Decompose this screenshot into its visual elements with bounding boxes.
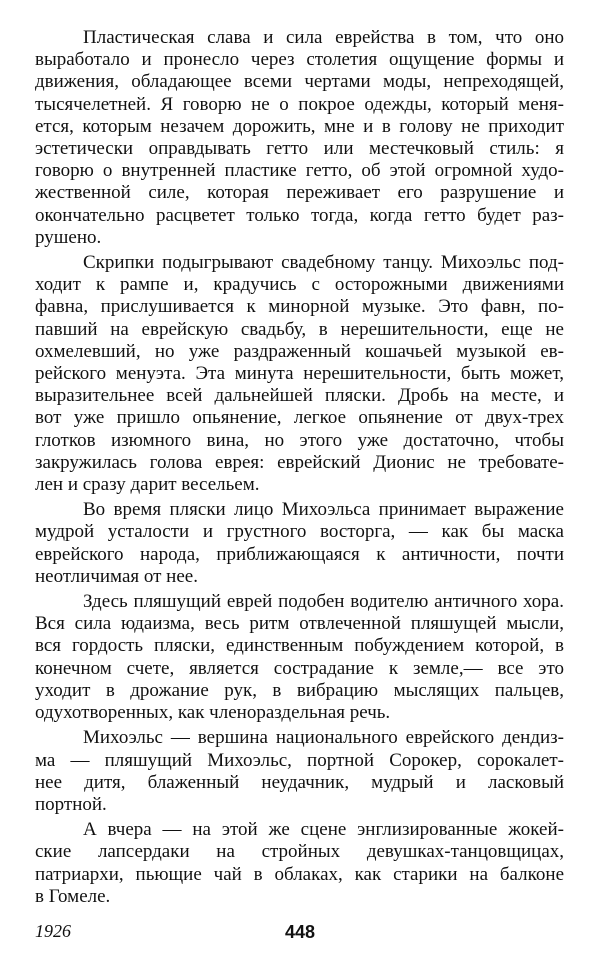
page-number: 448 — [284, 922, 316, 942]
text-line: портной. — [35, 793, 107, 815]
text-line: фавна, прислушивается к минорной музыке. Это фавн, по- — [35, 296, 564, 318]
paragraph-5 — [35, 727, 564, 816]
text-line: глотков изюмного вина, но этого уже достаточно, чтобы — [35, 429, 564, 451]
text-line: нее дитя, блаженный неудачник, мудрый и ласковый — [35, 771, 564, 793]
page-body — [35, 27, 564, 942]
text-line: охмелевший, но уже раздраженный кошачьей музыкой ев- — [35, 340, 564, 362]
text-line: вот уже пришло опьянение, легкое опьянение от двух-трех — [35, 407, 564, 429]
text-line: А вчера — на этой же сцене энглизированные жокей- — [83, 819, 564, 841]
text-line: еврейского народа, приближающаяся к античности, почти — [35, 543, 564, 565]
text-line: ходит к рампе и, крадучись с осторожными движениями — [35, 274, 564, 296]
text-line: жественной силе, которая переживает его разрушение и — [35, 182, 564, 204]
text-line: ется, которым незачем дорожить, мне и в голову не приходит — [35, 115, 564, 137]
text-line: мудрой усталости и грустного восторга, — как бы маска — [35, 521, 564, 543]
text-line: говорю о внутренней пластике гетто, об этой огромной худо- — [35, 160, 564, 182]
text-line: тысячелетней. Я говорю не о покрое одежды, который меня- — [35, 93, 564, 115]
text-line: ские лапсердаки на стройных девушках-танцовщицах, — [35, 841, 564, 863]
text-line: Вся сила юдаизма, весь ритм отвлеченной пляшущей мысли, — [35, 613, 564, 635]
text-line: рейского менуэта. Эта минута нерешительности, быть может, — [35, 363, 564, 385]
paragraph-6 — [35, 819, 564, 908]
text-line: Михоэльс — вершина национального еврейского дендиз- — [83, 727, 564, 749]
text-line: рушено. — [35, 226, 102, 248]
paragraph-1 — [35, 27, 564, 249]
paragraph-3 — [35, 499, 564, 588]
text-line: выразительнее всей дальнейшей пляски. Дробь на месте, и — [35, 385, 564, 407]
text-line: Здесь пляшущий еврей подобен водителю античного хора. — [83, 591, 564, 613]
text-line: Во время пляски лицо Михоэльса принимает выражение — [83, 499, 564, 521]
text-line: павший на еврейскую свадьбу, в нерешительности, еще не — [35, 318, 564, 340]
text-line: конечном счете, является сострадание к земле,— все это — [35, 657, 564, 679]
text-line: одухотворенных, как членораздельная речь. — [35, 702, 391, 724]
paragraph-4 — [35, 591, 564, 724]
text-line: закружилась голова еврея: еврейский Дионис не требовате- — [35, 451, 564, 473]
text-line: выработало и пронесло через столетия ощущение формы и — [35, 49, 564, 71]
text-line: движения, обладающее всеми чертами моды, непреходящей, — [35, 71, 564, 93]
text-line: в Гомеле. — [35, 885, 111, 907]
text-line: патриархи, пьющие чай в облаках, как старики на балконе — [35, 863, 564, 885]
text-line: Пластическая слава и сила еврейства в том, что оно — [83, 27, 564, 48]
text-line: вся гордость пляски, единственным побуждением которой, в — [35, 635, 564, 657]
text-line: неотличимая от нее. — [35, 565, 198, 587]
date-year: 1926 — [35, 920, 71, 941]
text-line: ма — пляшущий Михоэльс, портной Сорокер, сорокалет- — [35, 749, 564, 771]
text-line: окончательно расцветет только тогда, когда гетто будет раз- — [35, 204, 564, 226]
text-line: Скрипки подыгрывают свадебному танцу. Михоэльс под- — [83, 252, 564, 274]
text-line: эстетически оправдывать гетто или местечковый стиль: я — [35, 138, 564, 160]
paragraph-2 — [35, 252, 564, 496]
text-line: уходит в дрожание рук, в вибрацию мыслящих пальцев, — [35, 679, 564, 701]
text-line: лен и сразу дарит весельем. — [35, 474, 260, 496]
